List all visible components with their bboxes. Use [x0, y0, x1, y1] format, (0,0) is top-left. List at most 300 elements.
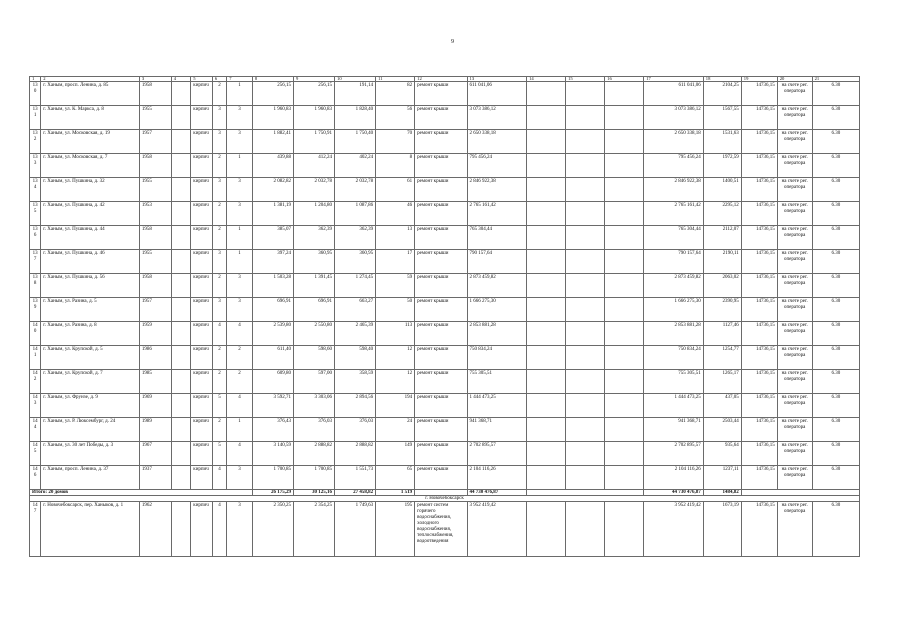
work-type: ремонт крыши — [415, 250, 467, 274]
table-row — [30, 442, 860, 466]
private-area: 2 032,78 — [335, 178, 376, 202]
column-number: 21 — [812, 77, 859, 82]
funding-method: на счете рег. оператора — [777, 106, 812, 130]
work-type: ремонт крыши — [415, 226, 467, 250]
empty-cell — [171, 130, 191, 154]
empty-cell — [605, 502, 644, 557]
total-area: 3 592,71 — [252, 394, 293, 418]
empty-cell — [566, 442, 605, 466]
work-type: ремонт крыши — [415, 322, 467, 346]
empty-cell — [527, 394, 566, 418]
entrances: 3 — [227, 502, 253, 557]
build-year: 1955 — [139, 178, 171, 202]
column-number: 19 — [741, 77, 777, 82]
build-year: 1958 — [139, 226, 171, 250]
residents: 12 — [376, 370, 415, 394]
total-area: 397,24 — [252, 250, 293, 274]
owner-cost: 2 702 895,57 — [644, 442, 704, 466]
empty-cell — [566, 274, 605, 298]
living-area: 256,15 — [293, 82, 334, 106]
max-unit-cost: 14736,15 — [741, 322, 777, 346]
wall-material: кирпич — [191, 250, 213, 274]
address: г. Ханым, ул. Разина, д. 5 — [41, 298, 140, 322]
total-area: 2 539,80 — [252, 322, 293, 346]
total-area: 1 503,28 — [252, 274, 293, 298]
owner-cost: 2 104 116,26 — [644, 466, 704, 490]
work-type: ремонт крыши — [415, 394, 467, 418]
funding-method: на счете рег. оператора — [777, 346, 812, 370]
residents: 24 — [376, 418, 415, 442]
entrances: 1 — [227, 418, 253, 442]
floors: 2 — [212, 226, 226, 250]
table-row — [30, 154, 860, 178]
owner-cost: 2 853 881,28 — [644, 322, 704, 346]
empty-cell — [527, 202, 566, 226]
unit-cost: 2112,07 — [703, 226, 741, 250]
residents: 56 — [376, 106, 415, 130]
private-area: 1 828,40 — [335, 106, 376, 130]
private-area: 1 749,63 — [335, 502, 376, 557]
completion-term: 6.30 — [812, 250, 859, 274]
total-area: 609,80 — [252, 370, 293, 394]
row-number: 141 — [30, 346, 41, 370]
empty-cell — [605, 82, 644, 106]
empty-cell — [566, 130, 605, 154]
residents: 59 — [376, 274, 415, 298]
completion-term: 6.30 — [812, 178, 859, 202]
column-number: 5 — [191, 77, 213, 82]
build-year: 1985 — [139, 370, 171, 394]
funding-method: на счете рег. оператора — [777, 418, 812, 442]
address: г. Ханым, ул. Пушкина, д. 44 — [41, 226, 140, 250]
completion-term: 6.30 — [812, 370, 859, 394]
living-area: 598,60 — [293, 346, 334, 370]
max-unit-cost: 14736,15 — [741, 250, 777, 274]
completion-term: 6.30 — [812, 226, 859, 250]
floors: 3 — [212, 106, 226, 130]
work-type: ремонт крыши — [415, 274, 467, 298]
empty-cell — [171, 106, 191, 130]
empty-cell — [527, 250, 566, 274]
column-number: 6 — [212, 77, 226, 82]
completion-term: 6.30 — [812, 418, 859, 442]
private-area: 663,27 — [335, 298, 376, 322]
empty-cell — [605, 418, 644, 442]
living-area: 2 550,80 — [293, 322, 334, 346]
unit-cost: 1673,19 — [703, 502, 741, 557]
private-area: 2 894,56 — [335, 394, 376, 418]
private-area: 362,39 — [335, 226, 376, 250]
total-cost: 2 873 459,82 — [467, 274, 527, 298]
empty-cell — [527, 130, 566, 154]
unit-cost: 1254,77 — [703, 346, 741, 370]
build-year: 1957 — [139, 298, 171, 322]
total-cost: 1 666 275,30 — [467, 298, 527, 322]
empty-cell — [527, 418, 566, 442]
empty-cell — [605, 202, 644, 226]
entrances: 2 — [227, 370, 253, 394]
unit-cost: 1237,11 — [703, 466, 741, 490]
funding-method: на счете рег. оператора — [777, 154, 812, 178]
column-number: 10 — [335, 77, 376, 82]
row-number: 132 — [30, 130, 41, 154]
column-number: 11 — [376, 77, 415, 82]
empty-cell — [527, 466, 566, 490]
private-area: 2 888,82 — [335, 442, 376, 466]
total-cost: 3 073 386,12 — [467, 106, 527, 130]
table-row — [30, 274, 860, 298]
completion-term: 6.30 — [812, 274, 859, 298]
empty-cell — [171, 250, 191, 274]
completion-term: 6.30 — [812, 346, 859, 370]
owner-cost: 750 834,24 — [644, 346, 704, 370]
table-row — [30, 130, 860, 154]
empty-cell — [527, 154, 566, 178]
empty-cell — [605, 322, 644, 346]
private-area: 402,24 — [335, 154, 376, 178]
entrances: 3 — [227, 202, 253, 226]
table-row — [30, 502, 860, 557]
total-area: 376,43 — [252, 418, 293, 442]
column-number: 12 — [415, 77, 467, 82]
owner-cost: 1 666 275,30 — [644, 298, 704, 322]
address: г. Ханым, ул. Р. Люксембург, д. 24 — [41, 418, 140, 442]
entrances: 4 — [227, 442, 253, 466]
funding-method: на счете рег. оператора — [777, 202, 812, 226]
address: г. Ханым, ул. Разина, д. 8 — [41, 322, 140, 346]
max-unit-cost: 14736,15 — [741, 298, 777, 322]
empty-cell — [171, 370, 191, 394]
residents: 46 — [376, 202, 415, 226]
owner-cost: 755 305,51 — [644, 370, 704, 394]
owner-cost: 1 444 473,25 — [644, 394, 704, 418]
funding-method: на счете рег. оператора — [777, 274, 812, 298]
empty-cell — [566, 394, 605, 418]
column-number: 1 — [30, 77, 41, 82]
total-residents: 1 519 — [376, 490, 415, 496]
private-area: 1 274,45 — [335, 274, 376, 298]
empty-cell — [605, 274, 644, 298]
funding-method: на счете рег. оператора — [777, 226, 812, 250]
wall-material: кирпич — [191, 502, 213, 557]
address: г. Ханым, ул. 30 лет Победы, д. 3 — [41, 442, 140, 466]
work-type: ремонт крыши — [415, 442, 467, 466]
address: г. Ханым, ул. Пушкина, д. 42 — [41, 202, 140, 226]
total-unit-cost: 1484,82 — [703, 490, 741, 496]
empty-cell — [605, 250, 644, 274]
empty-cell — [605, 346, 644, 370]
max-unit-cost: 14736,15 — [741, 202, 777, 226]
funding-method: на счете рег. оператора — [777, 502, 812, 557]
owner-cost: 2 873 459,82 — [644, 274, 704, 298]
empty-cell — [171, 466, 191, 490]
page-number: 9 — [451, 39, 454, 45]
table-row — [30, 418, 860, 442]
total-cost: 2 846 922,38 — [467, 178, 527, 202]
private-area: 1 551,73 — [335, 466, 376, 490]
empty-cell — [171, 418, 191, 442]
max-unit-cost: 14736,15 — [741, 178, 777, 202]
empty-cell — [605, 370, 644, 394]
owner-cost: 790 157,64 — [644, 250, 704, 274]
wall-material: кирпич — [191, 394, 213, 418]
completion-term: 6.30 — [812, 298, 859, 322]
empty-cell — [566, 178, 605, 202]
total-owner-cost: 44 730 476,87 — [644, 490, 704, 496]
unit-cost: 1567,55 — [703, 106, 741, 130]
unit-cost: 2190,11 — [703, 250, 741, 274]
completion-term: 6.30 — [812, 130, 859, 154]
residents: 61 — [376, 178, 415, 202]
unit-cost: 2104,25 — [703, 82, 741, 106]
total-cost: 2 650 338,18 — [467, 130, 527, 154]
total-area: 256,15 — [252, 82, 293, 106]
total-cost: 790 157,64 — [467, 250, 527, 274]
completion-term: 6.30 — [812, 394, 859, 418]
wall-material: кирпич — [191, 298, 213, 322]
row-number: 138 — [30, 274, 41, 298]
empty-cell — [171, 394, 191, 418]
funding-method: на счете рег. оператора — [777, 442, 812, 466]
row-number: 135 — [30, 202, 41, 226]
empty-cell — [566, 418, 605, 442]
floors: 2 — [212, 154, 226, 178]
living-area: 696,91 — [293, 298, 334, 322]
build-year: 1986 — [139, 346, 171, 370]
table-row — [30, 346, 860, 370]
residents: 149 — [376, 442, 415, 466]
residents: 195 — [376, 502, 415, 557]
table-row — [30, 466, 860, 490]
table-row — [30, 226, 860, 250]
empty-cell — [566, 298, 605, 322]
work-type: ремонт крыши — [415, 178, 467, 202]
total-cost: 755 305,51 — [467, 370, 527, 394]
total-area: 3 140,59 — [252, 442, 293, 466]
empty-cell — [171, 274, 191, 298]
entrances: 3 — [227, 274, 253, 298]
total-cost: 750 834,24 — [467, 346, 527, 370]
floors: 2 — [212, 274, 226, 298]
column-number: 17 — [644, 77, 704, 82]
total-label: Итого: 20 домов — [30, 490, 253, 496]
row-number: 144 — [30, 418, 41, 442]
floors: 2 — [212, 346, 226, 370]
empty-cell — [171, 202, 191, 226]
empty-cell — [605, 154, 644, 178]
owner-cost: 795 456,24 — [644, 154, 704, 178]
work-type: ремонт крыши — [415, 466, 467, 490]
total-area: 611,40 — [252, 346, 293, 370]
row-number: 145 — [30, 442, 41, 466]
empty-cell — [527, 502, 566, 557]
empty-cell — [566, 154, 605, 178]
empty-cell — [605, 466, 644, 490]
total-cost: 941 368,71 — [467, 418, 527, 442]
completion-term: 6.30 — [812, 106, 859, 130]
total-cost: 2 853 881,28 — [467, 322, 527, 346]
owner-cost: 2 650 338,18 — [644, 130, 704, 154]
private-area: 598,40 — [335, 346, 376, 370]
work-type: ремонт систем горячего водоснабжения, холодного водоснабжения, теплоснабжения, водоотведения — [415, 502, 467, 557]
table-row — [30, 322, 860, 346]
total-cost: 765 304,44 — [467, 226, 527, 250]
empty-cell — [566, 250, 605, 274]
empty-cell — [605, 394, 644, 418]
empty-cell — [605, 106, 644, 130]
column-number: 9 — [293, 77, 334, 82]
address: г. Ханым, ул. Московская, д. 7 — [41, 154, 140, 178]
build-year: 1967 — [139, 442, 171, 466]
wall-material: кирпич — [191, 154, 213, 178]
row-number: 140 — [30, 322, 41, 346]
total-cost: 2 702 895,57 — [467, 442, 527, 466]
residents: 70 — [376, 130, 415, 154]
funding-method: на счете рег. оператора — [777, 298, 812, 322]
residents: 13 — [376, 226, 415, 250]
wall-material: кирпич — [191, 466, 213, 490]
empty-cell — [566, 322, 605, 346]
unit-cost: 935,64 — [703, 442, 741, 466]
total-area: 696,91 — [252, 298, 293, 322]
build-year: 1958 — [139, 274, 171, 298]
build-year: 1959 — [139, 322, 171, 346]
floors: 5 — [212, 394, 226, 418]
owner-cost: 3 073 386,12 — [644, 106, 704, 130]
total-cost: 44 730 476,87 — [467, 490, 527, 496]
total-area: 2 350,25 — [252, 502, 293, 557]
living-area: 1 700,85 — [293, 466, 334, 490]
total-living-area: 30 125,16 — [293, 490, 334, 496]
build-year: 1958 — [139, 82, 171, 106]
empty-cell — [527, 82, 566, 106]
floors: 4 — [212, 502, 226, 557]
unit-cost: 1531,63 — [703, 130, 741, 154]
total-area: 1 381,19 — [252, 202, 293, 226]
empty-cell — [527, 322, 566, 346]
completion-term: 6.30 — [812, 502, 859, 557]
build-year: 1962 — [139, 502, 171, 557]
column-number: 16 — [605, 77, 644, 82]
wall-material: кирпич — [191, 274, 213, 298]
max-unit-cost: 14736,15 — [741, 370, 777, 394]
floors: 4 — [212, 466, 226, 490]
floors: 5 — [212, 442, 226, 466]
build-year: 1953 — [139, 202, 171, 226]
living-area: 3 303,06 — [293, 394, 334, 418]
work-type: ремонт крыши — [415, 346, 467, 370]
total-area: 1 882,41 — [252, 130, 293, 154]
entrances: 3 — [227, 298, 253, 322]
table-row — [30, 178, 860, 202]
empty-cell — [527, 442, 566, 466]
living-area: 597,00 — [293, 370, 334, 394]
max-unit-cost: 14736,15 — [741, 346, 777, 370]
work-type: ремонт крыши — [415, 82, 467, 106]
total-cost: 795 456,24 — [467, 154, 527, 178]
wall-material: кирпич — [191, 418, 213, 442]
row-number: 136 — [30, 226, 41, 250]
empty-cell — [171, 178, 191, 202]
column-number: 7 — [227, 77, 253, 82]
empty-cell — [527, 346, 566, 370]
private-area: 191,14 — [335, 82, 376, 106]
completion-term: 6.30 — [812, 322, 859, 346]
empty-cell — [605, 178, 644, 202]
empty-cell — [171, 322, 191, 346]
living-area: 360,95 — [293, 250, 334, 274]
residents: 65 — [376, 466, 415, 490]
total-cost: 611 041,06 — [467, 82, 527, 106]
floors: 3 — [212, 298, 226, 322]
floors: 3 — [212, 178, 226, 202]
address: г. Ханым, ул. Московская, д. 19 — [41, 130, 140, 154]
table-row — [30, 82, 860, 106]
address: г. Ханым, ул. Фрунзе, д. 9 — [41, 394, 140, 418]
max-unit-cost: 14736,15 — [741, 418, 777, 442]
max-unit-cost: 14736,15 — [741, 274, 777, 298]
total-cost: 3 952 419,42 — [467, 502, 527, 557]
completion-term: 6.30 — [812, 466, 859, 490]
total-area: 26 175,29 — [252, 490, 293, 496]
max-unit-cost: 14736,15 — [741, 394, 777, 418]
wall-material: кирпич — [191, 226, 213, 250]
total-private-area: 27 458,82 — [335, 490, 376, 496]
row-number: 146 — [30, 466, 41, 490]
private-area: 360,95 — [335, 250, 376, 274]
work-type: ремонт крыши — [415, 154, 467, 178]
funding-method: на счете рег. оператора — [777, 394, 812, 418]
row-number: 137 — [30, 250, 41, 274]
empty-cell — [605, 442, 644, 466]
empty-cell — [566, 370, 605, 394]
owner-cost: 3 952 419,42 — [644, 502, 704, 557]
max-unit-cost: 14736,15 — [741, 82, 777, 106]
empty-cell — [527, 178, 566, 202]
total-area: 1 700,85 — [252, 466, 293, 490]
max-unit-cost: 14736,15 — [741, 106, 777, 130]
entrances: 1 — [227, 250, 253, 274]
work-type: ремонт крыши — [415, 130, 467, 154]
max-unit-cost: 14736,15 — [741, 502, 777, 557]
living-area: 412,24 — [293, 154, 334, 178]
empty-cell — [566, 466, 605, 490]
residents: 8 — [376, 154, 415, 178]
entrances: 1 — [227, 226, 253, 250]
private-area: 2 465,39 — [335, 322, 376, 346]
build-year: 1955 — [139, 250, 171, 274]
total-area: 439,88 — [252, 154, 293, 178]
unit-cost: 1400,51 — [703, 178, 741, 202]
residents: 194 — [376, 394, 415, 418]
entrances: 4 — [227, 394, 253, 418]
empty-cell — [605, 226, 644, 250]
owner-cost: 2 846 922,38 — [644, 178, 704, 202]
living-area: 362,39 — [293, 226, 334, 250]
completion-term: 6.30 — [812, 442, 859, 466]
address: г. Ханым, ул. К. Маркса, д. 8 — [41, 106, 140, 130]
residents: 50 — [376, 298, 415, 322]
row-number: 147 — [30, 502, 41, 557]
empty-cell — [171, 154, 191, 178]
empty-cell — [171, 82, 191, 106]
funding-method: на счете рег. оператора — [777, 322, 812, 346]
residents: 113 — [376, 322, 415, 346]
completion-term: 6.30 — [812, 202, 859, 226]
floors: 3 — [212, 250, 226, 274]
total-cost: 2 104 116,26 — [467, 466, 527, 490]
address: г. Ханым, просп. Ленина, д. 85 — [41, 82, 140, 106]
